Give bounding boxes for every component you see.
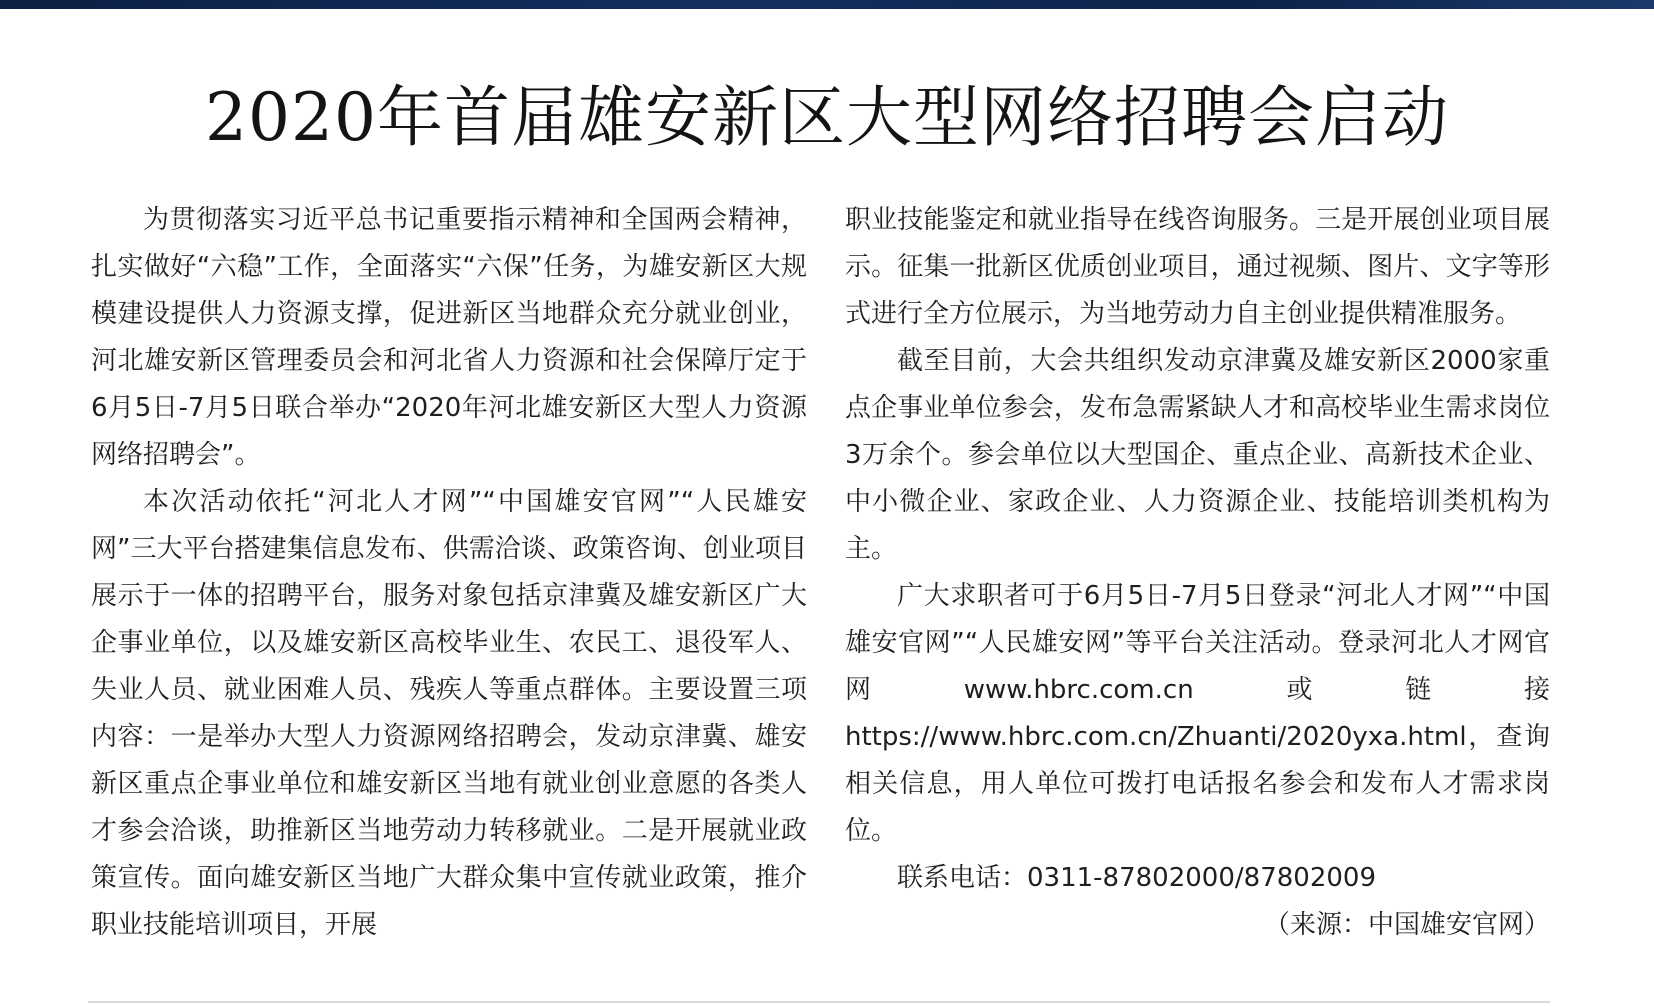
article-left-column [91,197,807,949]
contact-phone: 联系电话：0311-87802000/87802009 [897,863,1376,893]
article-title: 2020年首届雄安新区大型网络招聘会启动 [205,79,1449,156]
article-source: （来源：中国雄安官网） [1263,910,1550,940]
paragraph-platform-continued: 职业技能鉴定和就业指导在线咨询服务。三是开展创业项目展示。征集一批新区优质创业项目，通过视频、图片、文字等形式进行全方位展示，为当地劳动力自主创业提供精准服务。 [845,205,1550,329]
paragraph-progress: 截至目前，大会共组织发动京津冀及雄安新区2000家重点企事业单位参会，发布急需紧缺人才和高校毕业生需求岗位3万余个。参会单位以大型国企、重点企业、高新技术企业、中小微企业、家政企业、人力资源企业、技能培训类机构为主。 [845,346,1550,564]
paragraph-how-to-join: 广大求职者可于6月5日-7月5日登录“河北人才网”“中国雄安官网”“人民雄安网”等平台关注活动。登录河北人才网官网www.hbrc.com.cn或链接https://www.hbrc.com.cn/Zhuanti/2020yxa.html，查询相关信息，用人单位可拨打电话报名参会和发布人才需求岗位。 [845,581,1550,846]
article-right-column [845,197,1550,949]
bottom-divider [88,1001,1550,1003]
paragraph-platform: 本次活动依托“河北人才网”“中国雄安官网”“人民雄安网”三大平台搭建集信息发布、供需洽谈、政策咨询、创业项目展示于一体的招聘平台，服务对象包括京津冀及雄安新区广大企事业单位，以及雄安新区高校毕业生、农民工、退役军人、失业人员、就业困难人员、残疾人等重点群体。主要设置三项内容：一是举办大型人力资源网络招聘会，发动京津冀、雄安新区重点企事业单位和雄安新区当地有就业创业意愿的各类人才参会洽谈，助推新区当地劳动力转移就业。二是开展就业政策宣传。面向雄安新区当地广大群众集中宣传就业政策，推介职业技能培训项目，开展 [91,487,807,940]
top-banner-bar [0,0,1654,9]
paragraph-intro: 为贯彻落实习近平总书记重要指示精神和全国两会精神，扎实做好“六稳”工作，全面落实“六保”任务，为雄安新区大规模建设提供人力资源支撑，促进新区当地群众充分就业创业，河北雄安新区管理委员会和河北省人力资源和社会保障厅定于6月5日-7月5日联合举办“2020年河北雄安新区大型人力资源网络招聘会”。 [91,205,807,470]
